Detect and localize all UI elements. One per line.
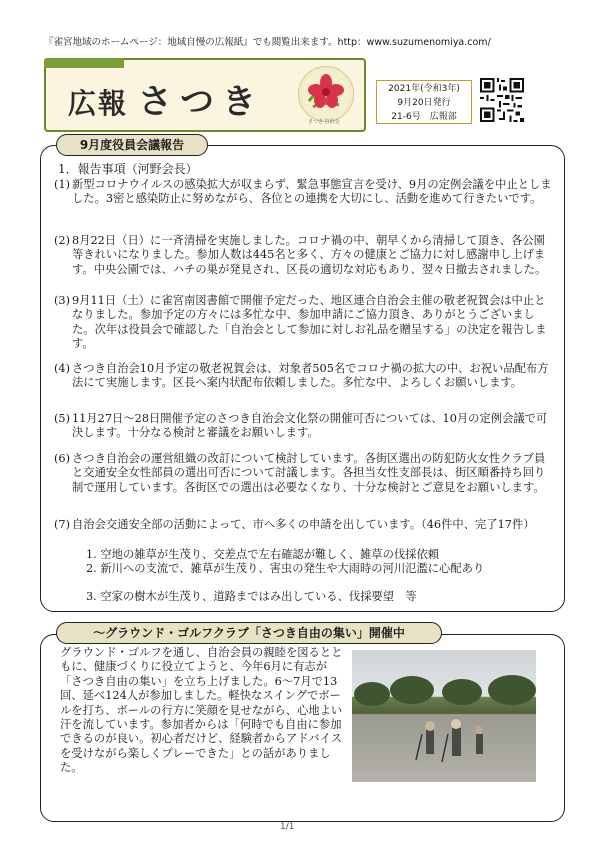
title-satsuki: さつき <box>138 82 265 122</box>
masthead-accent <box>44 58 124 68</box>
item-number: (6) <box>54 452 71 465</box>
item-text: 新型コロナウイルスの感染拡大が収まらず、緊急事態宣言を受け、9月の定例会議を中止としました。3密と感染防止に努めながら、各位との連携を大切にし、活動を進めて行きたいです。 <box>72 178 552 206</box>
meeting-report-label: 9月度役員会議報告 <box>56 134 208 156</box>
masthead-title <box>68 74 264 123</box>
sub-item-2: 2. 新川への支流で、雑草が生茂り、害虫の発生や大雨時の河川氾濫に心配あり <box>86 562 485 575</box>
item-text: 自治会交通安全部の活動によって、市へ多くの申請を出しています。（46件中、完了17件） <box>72 518 535 531</box>
issue-info-box <box>376 80 472 124</box>
ground-golf-label: ～グラウンド・ゴルフクラブ「さつき自由の集い」開催中 <box>56 622 442 644</box>
item-number: (3) <box>54 294 71 307</box>
page-number: 1/1 <box>280 822 295 832</box>
item-text: さつき自治会10月予定の敬老祝賀会は、対象者505名でコロナ禍の拡大の中、お祝い品配布方法にて実施します。区長へ案内状配布依頼しました。多忙な中、よろしくお願いします。 <box>72 362 549 390</box>
item-number: (2) <box>54 234 71 247</box>
ground-golf-text: グラウンド・ゴルフを通し、自治会員の親睦を図るとともに、健康づくりに役立てようと、今年6月に有志が「さつき自由の集い」を立ち上げました。6～7月で13回、延べ124人が参加しました。軽快なスイングでボールを打ち、ボールの行方に笑顔を見せながら、心地よい汗を流しています。参加者からは「何時でも自由に参加できるのが良い。初心者だけど、経験者からアドバイスを受けながら楽しくプレーできた」との話がありました。 <box>60 646 343 775</box>
website-note: 『雀宮地域のホームページ：地域自慢の広報紙』でも閲覧出来ます。http：www.suzumenomiya.com/ <box>44 37 491 48</box>
item-number: (5) <box>54 412 71 425</box>
report-heading: 1．報告事項（河野会長） <box>58 162 198 176</box>
qr-code-icon <box>480 78 524 122</box>
item-text: 8月22日（日）に一斉清掃を実施しました。コロナ禍の中、朝早くから清掃して頂き、各公園等きれいになりました。参加人数は445名と多く、方々の健康とご協力に対し感謝申し上げます。中央公園では、ハチの巣が発見され、区長の適切な対応もあり、翌々日撤去されました。 <box>72 234 547 276</box>
issue-number: 21-6号 広報部 <box>391 112 457 122</box>
item-text: 9月11日（土）に雀宮南図書館で開催予定だった、地区連合自治会主催の敬老祝賀会は中止となりました。参加予定の方々には多忙な中、参加申請にご協力頂き、ありがとうございました。次年は役員会で確認した「自治会として参加に対しお礼品を贈呈する」の決定を報告します。 <box>72 294 547 351</box>
masthead <box>44 58 366 132</box>
item-text: さつき自治会の運営組織の改訂について検討しています。各街区選出の防犯防火女性クラブ員と交通安全女性部員の選出可否について討議します。各担当女性支部長は、街区順番持ち回り制で運用しています。各街区での選出は必要なくなり、十分な検討とご意見をお願いします。 <box>72 452 546 494</box>
logo-caption: さつき 自治会 <box>308 119 340 125</box>
issue-date: 9月20日発行 <box>397 98 451 108</box>
item-number: (4) <box>54 362 71 375</box>
sub-item-3: 3. 空家の樹木が生茂り、道路まではみ出している、伐採要望 等 <box>86 590 417 603</box>
item-number: (1) <box>54 178 71 191</box>
issue-year: 2021年(令和3年) <box>388 84 460 94</box>
title-kouhou: 広報 <box>68 87 129 120</box>
ground-golf-photo <box>352 650 536 782</box>
item-number: (7) <box>54 518 71 531</box>
item-text: 11月27日～28日開催予定のさつき自治会文化祭の開催可否については、10月の定例会議で可決します。十分なる検討と審議をお願いします。 <box>72 412 548 440</box>
sub-item-1: 1. 空地の雑草が生茂り、交差点で左右確認が難しく、雑草の伐採依頼 <box>86 548 440 561</box>
flower-logo-icon <box>298 66 354 122</box>
